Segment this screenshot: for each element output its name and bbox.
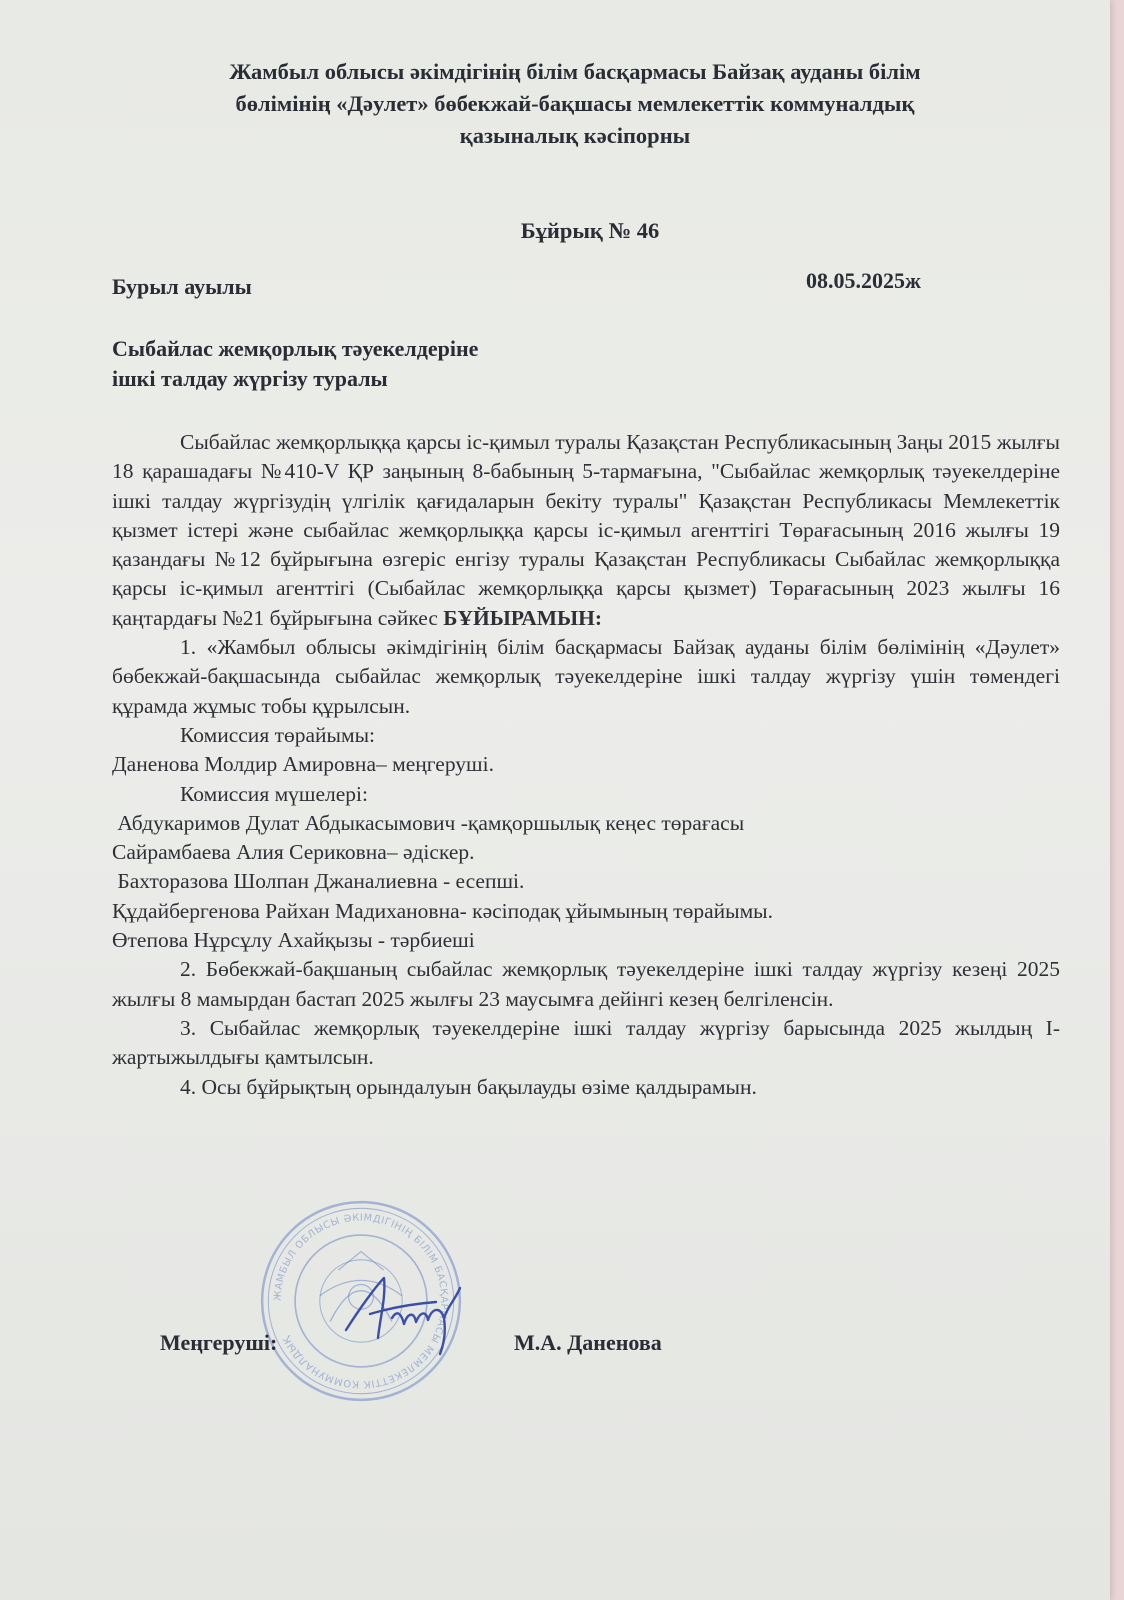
member-line: Сайрамбаева Алия Сериковна– әдіскер. — [112, 840, 475, 865]
subject-line-2: ішкі талдау жүргізу туралы — [112, 366, 388, 391]
handwritten-signature — [340, 1268, 472, 1358]
organization-header — [110, 56, 1040, 152]
order-subject — [112, 334, 478, 394]
member-line: Өтепова Нұрсұлу Ахайқызы - тәрбиеші — [112, 928, 475, 953]
item-4: 4. Осы бұйрықтың орындалуын бақылауды өзіме қалдырамын. — [180, 1074, 757, 1099]
order-title: Бұйрық № 46 — [520, 218, 660, 243]
order-date: 08.05.2025ж — [806, 268, 921, 293]
item-3: 3. Сыбайлас жемқорлық тәуекелдеріне ішкі талдау жүргізу барысында 2025 жылдың І-жартыжылдығы қамтылсын. — [112, 1015, 1060, 1070]
member-line: Бахторазова Шолпан Джаналиевна - есепші. — [112, 869, 525, 894]
stamp-ring-text: ЖАМБЫЛ ОБЛЫСЫ ӘКІМДІГІНІҢ БІЛІМ БАСҚАРМАСЫ МЕМЛЕКЕТТІК КОММУНАЛДЫҚ — [272, 1212, 450, 1390]
item-2: 2. Бөбекжай-бақшаның сыбайлас жемқорлық тәуекелдеріне ішкі талдау жүргізу кезеңі 2025 жылғы 8 мамырдан бастап 2025 жылғы 23 маусымға дейінгі кезең белгіленсін. — [112, 957, 1060, 1011]
chair-name: Даненова Молдир Амировна– меңгеруші. — [112, 752, 494, 777]
order-place: Бурыл ауылы — [112, 274, 252, 299]
chair-label: Комиссия төрайымы: — [180, 722, 375, 747]
header-line-1: Жамбыл облысы әкімдігінің білім басқармасы Байзақ ауданы білім — [229, 59, 921, 84]
preamble-text: Сыбайлас жемқорлыққа қарсы іс-қимыл туралы Қазақстан Республикасының Заңы 2015 жылғы 18 қарашадағы №410-V ҚР заңының 8-бабының 5-тармағына, "Сыбайлас жемқорлық тәуекелдеріне ішкі талдау жүргізудің үлгілік қағидаларын бекіту туралы" Қазақстан Республикасы Мемлекеттік қызмет істері және сыбайлас жемқорлыққа қарсы іс-қимыл агенттігі Төрағасының 2016 жылғы 19 қазандағы №12 бұйрығына өзгеріс енгізу туралы Қазақстан Республикасы Сыбайлас жемқорлыққа қарсы іс-қимыл агенттігі (Сыбайлас жемқорлыққа қарсы қызмет) Төрағасының 2023 жылғы 16 қаңтардағы №21 бұйрығына сәйкес — [112, 430, 1060, 630]
order-body — [112, 428, 1060, 1102]
signature-role: Меңгеруші: — [160, 1330, 278, 1355]
order-word: БҰЙЫРАМЫН: — [443, 605, 603, 630]
preamble-paragraph — [112, 428, 1060, 633]
header-line-3: қазыналық кәсіпорны — [459, 123, 691, 148]
item-1: 1. «Жамбыл облысы әкімдігінің білім басқармасы Байзақ ауданы білім бөлімінің «Дәулет» бөбекжай-бақшасында сыбайлас жемқорлық тәуекелдеріне ішкі талдау жүргізу үшін төмендегі құрамда жұмыс тобы құрылсын. — [112, 635, 1060, 718]
member-line: Абдукаримов Дулат Абдыкасымович -қамқоршылық кеңес төрағасы — [112, 810, 745, 835]
subject-line-1: Сыбайлас жемқорлық тәуекелдеріне — [112, 336, 479, 361]
members-label: Комиссия мүшелері: — [180, 781, 368, 806]
member-line: Құдайбергенова Райхан Мадихановна- кәсіподақ ұйымының төрайымы. — [112, 898, 773, 923]
header-line-2: бөлімінің «Дәулет» бөбекжай-бақшасы мемлекеттік коммуналдық — [235, 91, 915, 116]
signatory-name: М.А. Даненова — [514, 1330, 662, 1355]
